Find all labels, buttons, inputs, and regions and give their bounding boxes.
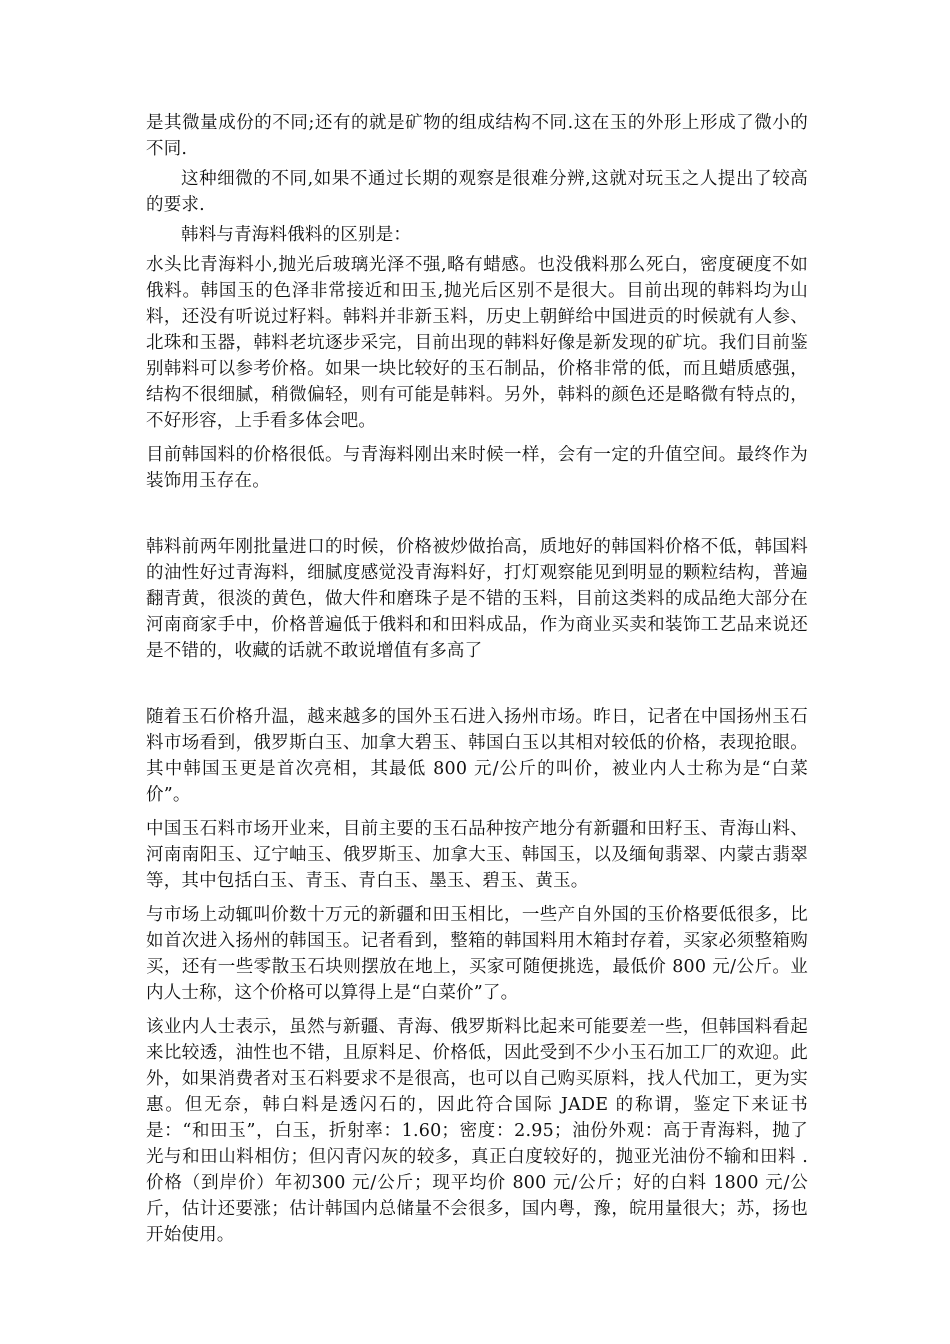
paragraph-korean-import-history: 韩料前两年刚批量进口的时候，价格被炒做抬高，质地好的韩国料价格不低，韩国料的油性好过青海料，细腻度感觉没青海料好，打灯观察能见到明显的颗粒结构，普遍翻青黄，很淡的黄色，做大件和磨珠子是不错的玉料，目前这类料的成品绝大部分在河南商家手中，价格普遍低于俄料和和田料成品，作为商业买卖和装饰工艺品来说还是不错的，收藏的话就不敢说增值有多高了 [146,537,808,661]
paragraph-korean-jade-traits: 水头比青海料小,抛光后玻璃光泽不强,略有蜡感。也没俄料那么死白，密度硬度不如俄料。韩国玉的色泽非常接近和田玉,抛光后区别不是很大。目前出现的韩料均为山料，还没有听说过籽料。韩料并非新玉料，历史上朝鲜给中国进贡的时候就有人参、北珠和玉器，韩料老坑逐步采完，目前出现的韩料好像是新发现的矿坑。我们目前鉴别韩料可以参考价格。如果一块比较好的玉石制品，价格非常的低，而且蜡质感强，结构不很细腻，稍微偏轻，则有可能是韩料。另外，韩料的颜色还是略微有特点的，不好形容，上手看多体会吧。 [146,255,808,431]
paragraph-jade-varieties: 中国玉石料市场开业来，目前主要的玉石品种按产地分有新疆和田籽玉、青海山料、河南南阳玉、辽宁岫玉、俄罗斯玉、加拿大玉、韩国玉，以及缅甸翡翠、内蒙古翡翠等，其中包括白玉、青玉、青白玉、墨玉、碧玉、黄玉。 [146,819,808,891]
document-page [146,110,808,1248]
paragraph-1: 是其微量成份的不同;还有的就是矿物的组成结构不同.这在玉的外形上形成了微小的不同. [146,113,808,159]
paragraph-2: 这种细微的不同,如果不通过长期的观察是很难分辨,这就对玩玉之人提出了较高的要求. [146,169,808,215]
paragraph-expert-opinion: 该业内人士表示，虽然与新疆、青海、俄罗斯料比起来可能要差一些，但韩国料看起来比较透，油性也不错，且原料足、价格低，因此受到不少小玉石加工厂的欢迎。此外，如果消费者对玉石料要求不是很高，也可以自己购买原料，找人代加工，更为实惠。但无奈，韩白料是透闪石的，因此符合国际 JADE 的称谓，鉴定下来证书是：“和田玉”，白玉，折射率：1.60；密度：2.95；油份外观：高于青海料，抛了光与和田山料相仿；但闪青闪灰的较多，真正白度较好的，抛亚光油份不输和田料 .价格（到岸价）年初300 元/公斤；现平均价 800 元/公斤；好的白料 1800 元/公斤，估计还要涨；估计韩国内总储量不会很多，国内粤，豫，皖用量很大；苏，扬也开始使用。 [146,1017,808,1245]
paragraph-korean-price-outlook: 目前韩国料的价格很低。与青海料刚出来时候一样，会有一定的升值空间。最终作为装饰用玉存在。 [146,445,808,491]
paragraph-yangzhou-market: 随着玉石价格升温，越来越多的国外玉石进入扬州市场。昨日，记者在中国扬州玉石料市场看到，俄罗斯白玉、加拿大碧玉、韩国白玉以其相对较低的价格，表现抢眼。其中韩国玉更是首次亮相，其最低 800 元/公斤的叫价，被业内人士称为是“白菜价”。 [146,707,808,805]
paragraph-price-comparison: 与市场上动辄叫价数十万元的新疆和田玉相比，一些产自外国的玉价格要低很多，比如首次进入扬州的韩国玉。记者看到，整箱的韩国料用木箱封存着，买家必须整箱购买，还有一些零散玉石块则摆放在地上，买家可随便挑选，最低价 800 元/公斤。业内人士称，这个价格可以算得上是“白菜价”了。 [146,905,808,1003]
paragraph-heading-difference: 韩料与青海料俄料的区别是： [181,225,412,245]
